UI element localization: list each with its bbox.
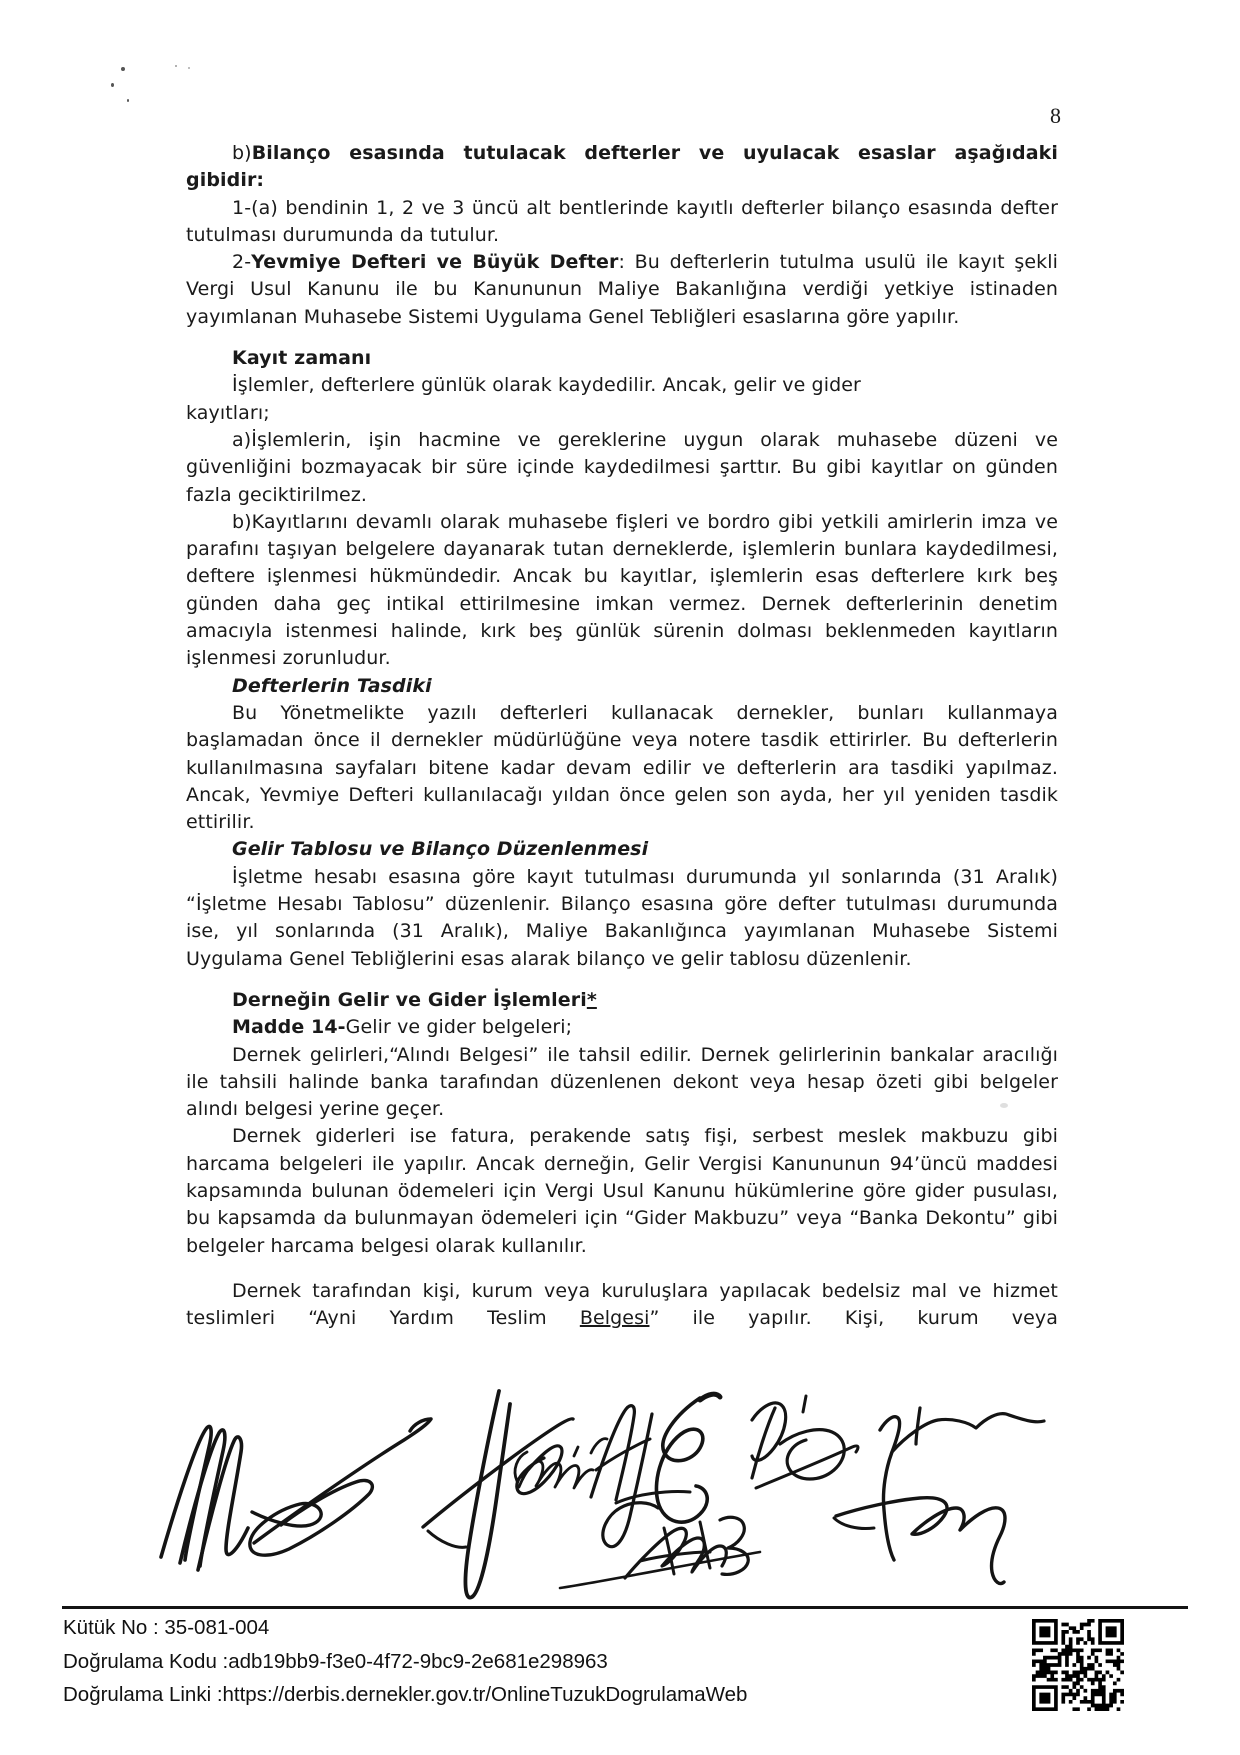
para-dernek-giderleri: Dernek giderleri ise fatura, perakende satış fişi, serbest meslek makbuzu gibi harcama belgeleri ile yapılır. Ancak derneğin, Gelir Vergisi Kanununun 94’üncü maddesi kapsamında bulunan ödemeleri için Vergi Usul Kanunu hükümlerine göre gider pusulası, bu kapsamda da bulunmayan ödemeleri için “Gider Makbuzu” veya “Banka Dekontu” gibi belgeler harcama belgesi olarak kullanılır. bbox=[186, 1125, 1058, 1257]
para-tasdik: Bu Yönetmelikte yazılı defterleri kullanacak dernekler, bunları kullanmaya başlamadan önce il dernekler müdürlüğüne veya notere tasdik ettirirler. Bu defterlerin kullanılmasına sayfaları bitene kadar devam edilir ve defterlerin ara tasdiki yapılmaz. Ancak, Yevmiye Defteri kullanılacağı yıldan önce gelen son ayda, her yıl yeniden tasdik ettirilir. bbox=[186, 701, 1058, 834]
para-kayitlarini-b: b)Kayıtlarını devamlı olarak muhasebe fişleri ve bordro gibi yetkili amirlerin imza ve parafını taşıyan belgelere dayanarak tutan derneklerde, işlemlerin bunlara kaydedilmesi, deftere işlenmesi hükmündedir. Ancak bu kayıtlar, işlemlerin esas defterlere kırk beş günden daha geç intikal ettirilmesine imkan vermez. Dernek defterlerinin denetim amacıyla istenmesi halinde, kırk beş günlük sürenin dolması beklenmeden kayıtların işlenmesi zorunludur. bbox=[186, 510, 1058, 670]
para-dernek-gelirleri: Dernek gelirleri,“Alındı Belgesi” ile tahsil edilir. Dernek gelirlerinin bankalar aracılığı ile tahsili halinde banka tarafından düzenlenen dekont veya hesap özeti gibi belgeler alındı belgesi yerine geçer. bbox=[186, 1043, 1058, 1121]
signature-7 bbox=[560, 1517, 760, 1588]
para-islemlerin-a: a)İşlemlerin, işin hacmine ve gereklerine uygun olarak muhasebe düzeni ve güvenliğini bozmayacak bir süre içinde kaydedilmesi şarttır. Bu gibi kayıtlar on günden fazla geciktirilmez. bbox=[186, 428, 1058, 506]
para-bend-1a: 1-(a) bendinin 1, 2 ve 3 üncü alt bentlerinde kayıtlı defterler bilanço esasında defter tutulması durumunda da tutulur. bbox=[186, 196, 1058, 246]
scan-speck bbox=[127, 99, 129, 102]
footer-divider bbox=[62, 1606, 1188, 1609]
signature-1 bbox=[161, 1426, 248, 1570]
para-bilanco-esasi: b)Bilanço esasında tutulacak defterler ve uyulacak esaslar aşağıdaki gibidir: bbox=[186, 142, 1058, 192]
heading-gelir-tablosu: Gelir Tablosu ve Bilanço Düzenlenmesi bbox=[232, 838, 649, 861]
page-number: 8 bbox=[1050, 103, 1061, 128]
para-isletme-hesabi: İşletme hesabı esasına göre kayıt tutulması durumunda yıl sonlarında (31 Aralık) “İşletme Hesabı Tablosu” düzenlenir. Bilanço esasına göre defter tutulması durumunda ise, yıl sonlarında (31 Aralık), Maliye Bakanlığınca yayımlanan Muhasebe Sistemi Uygulama Genel Tebliğlerini esas alarak bilanço ve gelir tablosu düzenlenir. bbox=[186, 865, 1058, 970]
para-islemler: İşlemler, defterlere günlük olarak kaydedilir. Ancak, gelir ve gider kayıtları; bbox=[186, 374, 861, 424]
heading-dernegin-gelir-gider: Derneğin Gelir ve Gider İşlemleri* bbox=[232, 988, 597, 1011]
document-body bbox=[186, 140, 1058, 1332]
signature-3 bbox=[423, 1391, 573, 1598]
dogrulama-linki: Doğrulama Linki :https://derbis.dernekler.gov.tr/OnlineTuzukDogrulamaWeb bbox=[63, 1683, 748, 1707]
heading-kayit-zamani: Kayıt zamanı bbox=[232, 347, 372, 370]
para-madde-14: Madde 14-Gelir ve gider belgeleri; bbox=[232, 1016, 573, 1039]
scan-speck bbox=[175, 65, 177, 67]
signature-2 bbox=[250, 1419, 431, 1555]
heading-defterlerin-tasdiki: Defterlerin Tasdiki bbox=[232, 674, 432, 697]
signature-9 bbox=[834, 1408, 1044, 1584]
dogrulama-kodu: Doğrulama Kodu :adb19bb9-f3e0-4f72-9bc9-2e681e298963 bbox=[63, 1649, 608, 1673]
paragraph-spacer bbox=[186, 1260, 1058, 1278]
scan-speck bbox=[188, 67, 190, 69]
signature-4 bbox=[515, 1439, 607, 1488]
signature-8 bbox=[752, 1396, 858, 1488]
paragraph-spacer bbox=[186, 331, 1058, 345]
scan-speck bbox=[111, 83, 114, 87]
footer bbox=[63, 1611, 747, 1712]
scan-speck bbox=[121, 67, 125, 71]
qr-code bbox=[1032, 1619, 1124, 1711]
paragraph-spacer bbox=[186, 973, 1058, 987]
para-yevmiye-defteri: 2-Yevmiye Defteri ve Büyük Defter: Bu defterlerin tutulma usulü ile kayıt şekli Vergi Usul Kanunu ile bu Kanununun Maliye Bakanlığına verdiği yetkiye istinaden yayımlanan Muhasebe Sistemi Uygulama Genel Tebliğleri esaslarına göre yapılır. bbox=[186, 251, 1058, 328]
signature-6 bbox=[616, 1394, 720, 1522]
para-bedelsiz-mal: Dernek tarafından kişi, kurum veya kuruluşlara yapılacak bedelsiz mal ve hizmet teslimleri “Ayni Yardım Teslim Belgesi” ile yapılır. Kişi, kurum veya bbox=[186, 1279, 1058, 1330]
kutuk-no: Kütük No : 35-081-004 bbox=[63, 1616, 270, 1639]
signature-5 bbox=[591, 1406, 658, 1547]
